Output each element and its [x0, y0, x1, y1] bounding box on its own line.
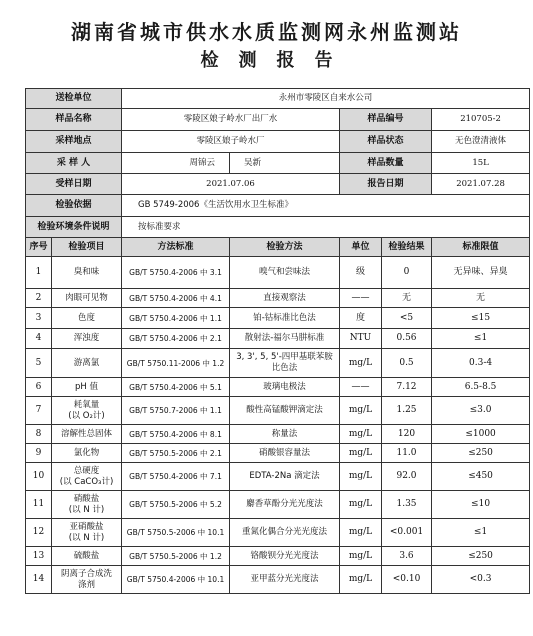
row-result: 0.56	[382, 329, 432, 349]
row-item: pH 值	[52, 378, 122, 397]
row-std: GB/T 5750.5-2006 中 10.1	[122, 519, 230, 547]
row-limit: ≤250	[432, 547, 530, 566]
row-unit: mg/L	[340, 349, 382, 378]
env-value: 按标准要求	[122, 217, 530, 238]
row-unit: mg/L	[340, 566, 382, 594]
table-row	[26, 444, 530, 463]
row-limit: ≤450	[432, 463, 530, 491]
row-no: 1	[26, 257, 52, 289]
recv-label: 受样日期	[26, 174, 122, 195]
row-unit: mg/L	[340, 444, 382, 463]
table-row	[26, 308, 530, 329]
row-no: 6	[26, 378, 52, 397]
row-item-line2: 涤剂	[78, 579, 96, 590]
row-result: 92.0	[382, 463, 432, 491]
station-title: 湖南省城市供水水质监测网永州监测站	[71, 20, 462, 44]
row-std: GB/T 5750.5-2006 中 5.2	[122, 491, 230, 519]
row-result: 1.25	[382, 397, 432, 425]
table-row	[26, 378, 530, 397]
row-limit: 0.3-4	[432, 349, 530, 378]
row-limit: ≤1	[432, 519, 530, 547]
row-no: 5	[26, 349, 52, 378]
header-result: 检验结果	[382, 238, 432, 257]
row-std: GB/T 5750.7-2006 中 1.1	[122, 397, 230, 425]
row-limit: 6.5-8.5	[432, 378, 530, 397]
client-value: 永州市零陵区自来水公司	[122, 89, 530, 109]
row-method: 直接观察法	[230, 289, 340, 308]
table-row	[26, 519, 530, 547]
row-std: GB/T 5750.11-2006 中 1.2	[122, 349, 230, 378]
row-no: 11	[26, 491, 52, 519]
row-method: 散射法-福尔马肼标准	[230, 329, 340, 349]
table-row	[26, 566, 530, 594]
row-item: 溶解性总固体	[52, 425, 122, 444]
row-unit: mg/L	[340, 491, 382, 519]
header-no: 序号	[26, 238, 52, 257]
row-method: 称量法	[230, 425, 340, 444]
row-unit: ——	[340, 289, 382, 308]
state-label: 样品状态	[340, 131, 432, 153]
sampler-1: 周锦云	[122, 153, 230, 174]
row-item-line2: (以 CaCO₃计)	[59, 476, 114, 487]
row-method: 麝香草酚分光光度法	[230, 491, 340, 519]
row-item-line2: (以 N 计)	[68, 504, 105, 515]
location-value: 零陵区娘子岭水厂	[122, 131, 340, 153]
row-unit: mg/L	[340, 397, 382, 425]
state-value: 无色澄清液体	[432, 131, 530, 153]
row-method: 铬酸钡分光光度法	[230, 547, 340, 566]
row-std: GB/T 5750.4-2006 中 3.1	[122, 257, 230, 289]
qty-label: 样品数量	[340, 153, 432, 174]
row-unit: mg/L	[340, 463, 382, 491]
report-title: 检测报告	[200, 50, 353, 71]
row-item-line1: 耗氧量	[73, 399, 100, 410]
row-limit: ≤1000	[432, 425, 530, 444]
sampler-label: 采 样 人	[26, 153, 122, 174]
info-row-dates	[26, 174, 530, 195]
row-item-line1: 总硬度	[73, 465, 100, 476]
row-item-line2: (以 N 计)	[68, 532, 105, 543]
header-item: 检验项目	[52, 238, 122, 257]
row-no: 3	[26, 308, 52, 329]
row-unit: 度	[340, 308, 382, 329]
info-row-sampler	[26, 153, 530, 174]
row-limit: ≤3.0	[432, 397, 530, 425]
report-date-value: 2021.07.28	[432, 174, 530, 195]
info-row-basis	[26, 195, 530, 217]
row-method: 酸性高锰酸钾滴定法	[230, 397, 340, 425]
row-item: 硫酸盐	[52, 547, 122, 566]
row-result: 无	[382, 289, 432, 308]
row-item-line1: 亚硝酸盐	[69, 521, 104, 532]
row-item	[52, 397, 122, 425]
row-unit: 级	[340, 257, 382, 289]
table-row	[26, 491, 530, 519]
row-item: 臭和味	[52, 257, 122, 289]
row-result: 120	[382, 425, 432, 444]
row-std: GB/T 5750.4-2006 中 5.1	[122, 378, 230, 397]
row-item: 色度	[52, 308, 122, 329]
env-label: 检验环境条件说明	[26, 217, 122, 238]
row-limit: 无	[432, 289, 530, 308]
row-method: 铂-钴标准比色法	[230, 308, 340, 329]
row-item	[52, 566, 122, 594]
row-method: EDTA-2Na 滴定法	[230, 463, 340, 491]
row-result: 3.6	[382, 547, 432, 566]
table-row	[26, 349, 530, 378]
row-limit: ≤1	[432, 329, 530, 349]
row-limit: <0.3	[432, 566, 530, 594]
row-std: GB/T 5750.4-2006 中 7.1	[122, 463, 230, 491]
row-std: GB/T 5750.5-2006 中 1.2	[122, 547, 230, 566]
row-no: 14	[26, 566, 52, 594]
row-std: GB/T 5750.4-2006 中 8.1	[122, 425, 230, 444]
info-row-location	[26, 131, 530, 153]
row-std: GB/T 5750.4-2006 中 4.1	[122, 289, 230, 308]
row-unit: ——	[340, 378, 382, 397]
row-item: 游离氯	[52, 349, 122, 378]
row-unit: mg/L	[340, 547, 382, 566]
sample-no-value: 210705-2	[432, 109, 530, 131]
row-item	[52, 519, 122, 547]
header-unit: 单位	[340, 238, 382, 257]
table-row	[26, 397, 530, 425]
row-limit: ≤250	[432, 444, 530, 463]
row-std: GB/T 5750.4-2006 中 10.1	[122, 566, 230, 594]
row-std: GB/T 5750.4-2006 中 2.1	[122, 329, 230, 349]
client-label: 送检单位	[26, 89, 122, 109]
row-limit: ≤15	[432, 308, 530, 329]
row-item: 氯化物	[52, 444, 122, 463]
results-header-row	[26, 238, 530, 257]
sampler-2: 吴新	[230, 153, 340, 174]
row-result: 0.5	[382, 349, 432, 378]
row-no: 13	[26, 547, 52, 566]
row-no: 2	[26, 289, 52, 308]
table-row	[26, 547, 530, 566]
row-std: GB/T 5750.5-2006 中 2.1	[122, 444, 230, 463]
sample-name-label: 样品名称	[26, 109, 122, 131]
row-unit: mg/L	[340, 425, 382, 444]
info-row-env	[26, 217, 530, 238]
row-item-line1: 硝酸盐	[73, 493, 100, 504]
row-result: <5	[382, 308, 432, 329]
info-row-client	[26, 89, 530, 109]
qty-value: 15L	[432, 153, 530, 174]
table-row	[26, 329, 530, 349]
row-item-line2: (以 O₂计)	[68, 410, 105, 421]
header-limit: 标准限值	[432, 238, 530, 257]
row-unit: mg/L	[340, 519, 382, 547]
row-no: 9	[26, 444, 52, 463]
recv-value: 2021.07.06	[122, 174, 340, 195]
table-row	[26, 463, 530, 491]
row-method: 玻璃电极法	[230, 378, 340, 397]
row-result: <0.001	[382, 519, 432, 547]
row-item: 浑浊度	[52, 329, 122, 349]
row-no: 10	[26, 463, 52, 491]
basis-label: 检验依据	[26, 195, 122, 217]
row-item	[52, 463, 122, 491]
sample-no-label: 样品编号	[340, 109, 432, 131]
row-limit: 无异味、异臭	[432, 257, 530, 289]
row-result: 11.0	[382, 444, 432, 463]
row-result: 1.35	[382, 491, 432, 519]
row-no: 7	[26, 397, 52, 425]
row-method: 重氮化偶合分光光度法	[230, 519, 340, 547]
row-result: <0.10	[382, 566, 432, 594]
row-std: GB/T 5750.4-2006 中 1.1	[122, 308, 230, 329]
row-item	[52, 491, 122, 519]
row-unit: NTU	[340, 329, 382, 349]
row-result: 7.12	[382, 378, 432, 397]
header-std: 方法标准	[122, 238, 230, 257]
row-item-line1: 阴离子合成洗	[61, 568, 113, 579]
row-method: 嗅气和尝味法	[230, 257, 340, 289]
header-method: 检验方法	[230, 238, 340, 257]
row-method: 硝酸银容量法	[230, 444, 340, 463]
sample-name-value: 零陵区娘子岭水厂出厂水	[122, 109, 340, 131]
table-row	[26, 289, 530, 308]
row-result: 0	[382, 257, 432, 289]
row-limit: ≤10	[432, 491, 530, 519]
row-method: 亚甲蓝分光光度法	[230, 566, 340, 594]
basis-value: GB 5749-2006《生活饮用水卫生标准》	[122, 195, 530, 217]
report-table	[25, 88, 530, 594]
info-row-sample	[26, 109, 530, 131]
row-no: 12	[26, 519, 52, 547]
table-row	[26, 425, 530, 444]
row-no: 8	[26, 425, 52, 444]
report-date-label: 报告日期	[340, 174, 432, 195]
row-method: 3, 3', 5, 5'-四甲基联苯胺比色法	[230, 349, 340, 378]
table-row	[26, 257, 530, 289]
row-no: 4	[26, 329, 52, 349]
row-item: 肉眼可见物	[52, 289, 122, 308]
location-label: 采样地点	[26, 131, 122, 153]
